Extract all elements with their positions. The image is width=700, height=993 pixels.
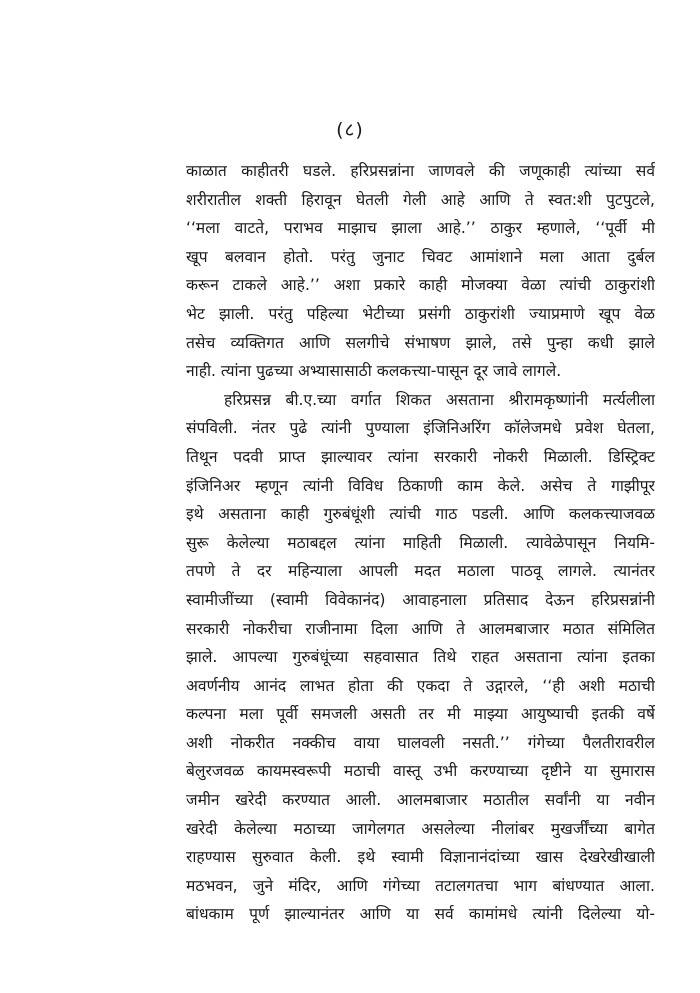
text-line: करून टाकले आहे.’’ अशा प्रकारे काही मोजक्या वेळा त्यांची ठाकुरांशी [186, 276, 655, 295]
text-line: सुरू केलेल्या मठाबद्दल त्यांना माहिती मिळाली. त्यावेळेपासून नियमि- [186, 533, 655, 552]
text-line: कल्पना मला पूर्वी समजली असती तर मी माझ्या आयुष्याची इतकी वर्षे [186, 705, 655, 724]
text-line: शरीरातील शक्ती हिरावून घेतली गेली आहे आणि ते स्वत:शी पुटपुटले, [186, 190, 655, 209]
text-line: बेलुरजवळ कायमस्वरूपी मठाची वास्तू उभी करण्याच्या दृष्टीने या सुमारास [186, 762, 655, 781]
text-line: ‘‘मला वाटते, पराभव माझाच झाला आहे.’’ ठाकुर म्हणाले, ‘‘पूर्वी मी [186, 219, 655, 238]
text-line: इथे असताना काही गुरुबंधूंशी त्यांची गाठ पडली. आणि कलकत्त्याजवळ [186, 505, 655, 524]
text-line: मठभवन, जुने मंदिर, आणि गंगेच्या तटालगतचा भाग बांधण्यात आला. [186, 876, 655, 895]
text-line: संपविली. नंतर पुढे त्यांनी पुण्याला इंजिनिअरिंग कॉलेजमधे प्रवेश घेतला, [186, 419, 655, 438]
body-text [186, 157, 655, 929]
text-line: इंजिनिअर म्हणून त्यांनी विविध ठिकाणी काम केले. असेच ते गाझीपूर [186, 476, 655, 495]
text-line: भेट झाली. परंतु पहिल्या भेटीच्या प्रसंगी ठाकुरांशी ज्याप्रमाणे खूप वेळ [186, 304, 655, 323]
text-line: जमीन खरेदी करण्यात आली. आलमबाजार मठातील सर्वांनी या नवीन [186, 791, 655, 810]
text-line: नाही. त्यांना पुढच्या अभ्यासासाठी कलकत्त्या-पासून दूर जावे लागले. [186, 362, 562, 381]
paragraph-2 [186, 386, 655, 929]
text-line: अवर्णनीय आनंद लाभत होता की एकदा ते उद्गारले, ‘‘ही अशी मठाची [186, 676, 655, 695]
text-line: हरिप्रसन्न बी.ए.च्या वर्गात शिकत असताना श्रीरामकृष्णांनी मर्त्यलीला [224, 390, 655, 409]
text-line: सरकारी नोकरीचा राजीनामा दिला आणि ते आलमबाजार मठात संमिलित [186, 619, 655, 638]
text-line: खरेदी केलेल्या मठाच्या जागेलगत असलेल्या नीलांबर मुखर्जींच्या बागेत [186, 819, 655, 838]
paragraph-1 [186, 157, 655, 386]
text-line: अशी नोकरीत नक्कीच वाया घालवली नसती.’’ गंगेच्या पैलतीरावरील [186, 733, 655, 752]
text-line: राहण्यास सुरुवात केली. इथे स्वामी विज्ञानानंदांच्या खास देखरेखीखाली [186, 848, 655, 867]
text-line: तसेच व्यक्तिगत आणि सलगीचे संभाषण झाले, तसे पुन्हा कधी झाले [186, 333, 655, 352]
text-line: झाले. आपल्या गुरुबंधूंच्या सहवासात तिथे राहत असताना त्यांना इतका [186, 648, 655, 667]
page-number: (८) [336, 119, 364, 141]
text-line: बांधकाम पूर्ण झाल्यानंतर आणि या सर्व कामांमधे त्यांनी दिलेल्या यो- [186, 905, 655, 924]
text-line: तिथून पदवी प्राप्त झाल्यावर त्यांना सरकारी नोकरी मिळाली. डिस्ट्रिक्ट [186, 447, 655, 466]
text-line: काळात काहीतरी घडले. हरिप्रसन्नांना जाणवले की जणूकाही त्यांच्या सर्व [186, 162, 655, 180]
text-line: खूप बलवान होतो. परंतु जुनाट चिवट आमांशाने मला आता दुर्बल [186, 247, 655, 266]
text-line: तपणे ते दर महिन्याला आपली मदत मठाला पाठवू लागले. त्यानंतर [186, 562, 655, 581]
text-line: स्वामीजींच्या (स्वामी विवेकानंद) आवाहनाला प्रतिसाद देऊन हरिप्रसन्नांनी [186, 590, 655, 609]
